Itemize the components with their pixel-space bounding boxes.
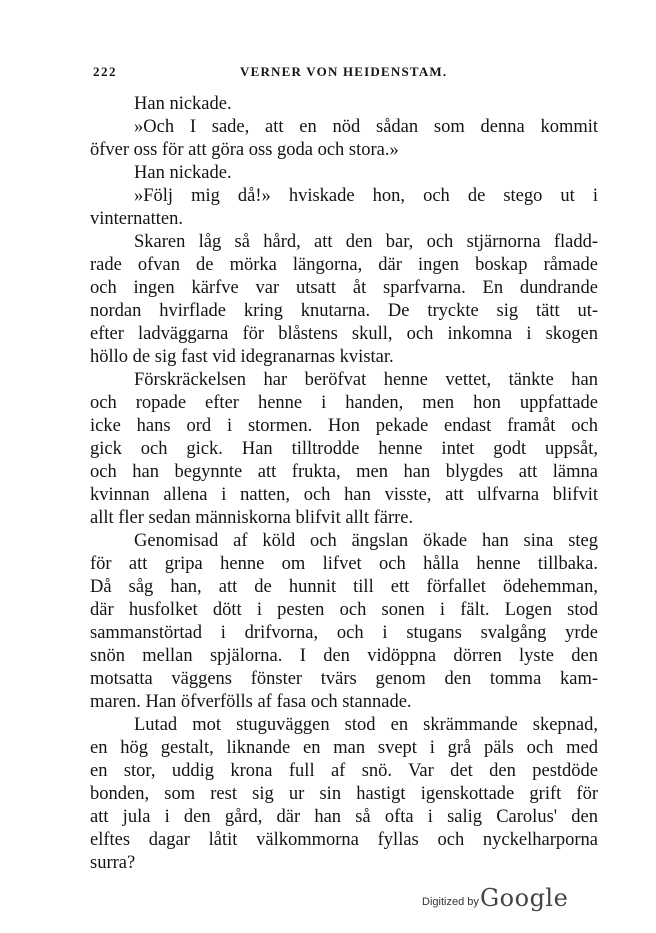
text-line: Lutad mot stuguväggen stod en skrämmande skepnad, — [134, 715, 598, 735]
text-line: att jula i den gård, där han så ofta i salig Carolus' den — [90, 807, 598, 827]
text-line: nordan hvirflade kring knutarna. De tryckte sig tätt ut- — [90, 301, 598, 321]
text-line: bonden, som rest sig ur sin hastigt igenskottade grift för — [90, 784, 598, 804]
text-line: Skaren låg så hård, att den bar, och stjärnorna fladd- — [134, 232, 598, 252]
google-logo: Google — [480, 884, 569, 912]
text-line: för att gripa henne om lifvet och hålla henne tillbaka. — [90, 554, 598, 574]
body-text — [90, 93, 598, 875]
text-line: vinternatten. — [90, 209, 183, 229]
text-line: Genomisad af köld och ängslan ökade han sina steg — [134, 531, 598, 551]
text-line: och ingen kärfve var utsatt åt sparfvarna. En dundrande — [90, 278, 598, 298]
text-line: öfver oss för att göra oss goda och stora.» — [90, 140, 399, 160]
text-line: en hög gestalt, liknande en man svept i grå päls och med — [90, 738, 598, 758]
page-header — [93, 60, 539, 84]
text-line: höllo de sig fast vid idegranarnas kvistar. — [90, 347, 394, 367]
text-line: en stor, uddig krona full af snö. Var det den pestdöde — [90, 761, 598, 781]
text-line: kvinnan allena i natten, och han visste, att ulfvarna blifvit — [90, 485, 598, 505]
digitized-label: Digitized by — [422, 896, 479, 908]
text-line: och ropade efter henne i handen, men hon uppfattade — [90, 393, 598, 413]
text-line: motsatta väggens fönster tvärs genom den tomma kam- — [90, 669, 598, 689]
text-line: Då såg han, att de hunnit till ett förfallet ödehemman, — [90, 577, 598, 597]
text-line: elftes dagar låtit välkommorna fyllas och nyckelharporna — [90, 830, 598, 850]
text-line: rade ofvan de mörka längorna, där ingen boskap råmade — [90, 255, 598, 275]
text-line: efter ladväggarna för blåstens skull, och inkomna i skogen — [90, 324, 598, 344]
text-line: »Följ mig då!» hviskade hon, och de stego ut i — [134, 186, 598, 206]
running-title: VERNER VON HEIDENSTAM. — [240, 64, 448, 79]
digitized-by-google-mark — [422, 884, 569, 914]
text-line: maren. Han öfverfölls af fasa och stannade. — [90, 692, 412, 712]
text-line: Han nickade. — [134, 94, 232, 114]
page-number: 222 — [93, 64, 117, 79]
text-line: där husfolket dött i pesten och sonen i fält. Logen stod — [90, 600, 598, 620]
text-line: och han begynnte att frukta, men han blygdes att lämna — [90, 462, 598, 482]
text-line: Förskräckelsen har beröfvat henne vettet, tänkte han — [134, 370, 598, 390]
text-line: icke hans ord i stormen. Hon pekade endast framåt och — [90, 416, 598, 436]
text-line: allt fler sedan människorna blifvit allt färre. — [90, 508, 414, 528]
text-line: gick och gick. Han tilltrodde henne intet godt uppsåt, — [90, 439, 598, 459]
text-line: »Och I sade, att en nöd sådan som denna kommit — [134, 117, 598, 137]
text-line: snön mellan spjälorna. I den vidöppna dörren lyste den — [90, 646, 598, 666]
text-line: surra? — [90, 853, 136, 873]
text-line: sammanstörtad i drifvorna, och i stugans svalgång yrde — [90, 623, 598, 643]
text-line: Han nickade. — [134, 163, 232, 183]
